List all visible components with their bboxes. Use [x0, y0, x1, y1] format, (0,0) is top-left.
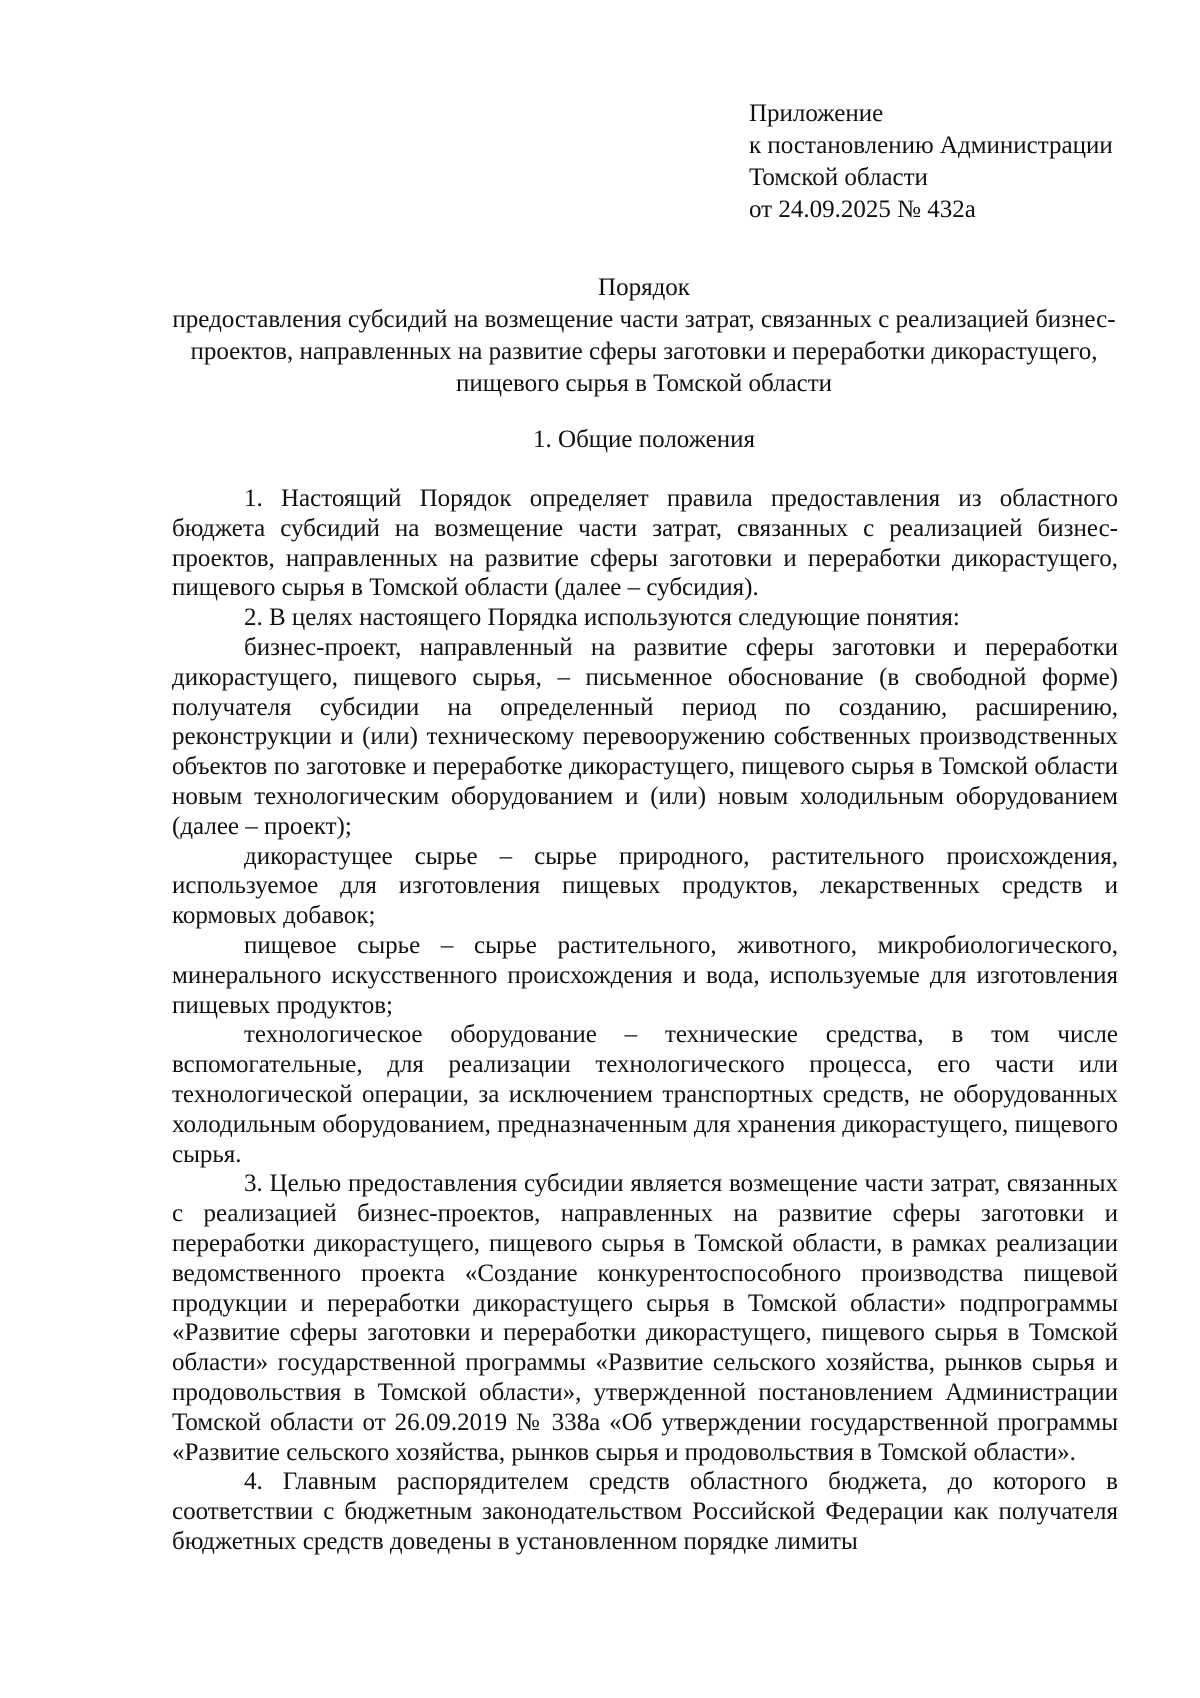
definition-food-raw-material: пищевое сырье – сырье растительного, животного, микробиологического, минерального искусственного происхождения и вода, используемые для изготовления пищевых продуктов; [172, 931, 1118, 1019]
appendix-line-1: Приложение [749, 100, 884, 127]
document-title-block [170, 272, 1118, 400]
appendix-block [749, 98, 1113, 226]
appendix-line-2: к постановлению Администрации [749, 132, 1113, 159]
document-subtitle: предоставления субсидий на возмещение части затрат, связанных с реализацией бизнес-проектов, направленных на развитие сферы заготовки и переработки дикорастущего, пищевого сырья в Томской области [172, 306, 1116, 397]
paragraph-2: 2. В целях настоящего Порядка используются следующие понятия: [244, 604, 960, 632]
appendix-line-4: от 24.09.2025 № 432а [749, 196, 976, 223]
section-heading: 1. Общие положения [533, 426, 755, 453]
paragraph-4: 4. Главным распорядителем средств областного бюджета, до которого в соответствии с бюджетным законодательством Российской Федерации как получателя бюджетных средств доведены в установленном порядке лимиты [172, 1468, 1118, 1555]
document-body [172, 484, 1118, 1557]
appendix-line-3: Томской области [749, 164, 928, 191]
document-title: Порядок [598, 274, 690, 301]
definition-technological-equipment: технологическое оборудование – технические средства, в том числе вспомогательные, для реализации технологического процесса, его части или технологической операции, за исключением транспортных средств, не оборудованных холодильным оборудованием, предназначенным для хранения дикорастущего, пищевого сырья. [172, 1021, 1118, 1168]
paragraph-3: 3. Целью предоставления субсидии является возмещение части затрат, связанных с реализацией бизнес-проектов, направленных на развитие сферы заготовки и переработки дикорастущего, пищевого сырья в Томской области, в рамках реализации ведомственного проекта «Создание конкурентоспособного производства пищевой продукции и переработки дикорастущего сырья в Томской области» подпрограммы «Развитие сферы заготовки и переработки дикорастущего, пищевого сырья в Томской области» государственной программы «Развитие сельского хозяйства, рынков сырья и продовольствия в Томской области», утвержденной постановлением Администрации Томской области от 26.09.2019 № 338а «Об утверждении государственной программы «Развитие сельского хозяйства, рынков сырья и продовольствия в Томской области». [172, 1170, 1118, 1466]
definition-business-project: бизнес-проект, направленный на развитие сферы заготовки и переработки дикорастущего, пищевого сырья, – письменное обоснование (в свободной форме) получателя субсидии на определенный период по созданию, расширению, реконструкции и (или) техническому перевооружению собственных производственных объектов по заготовке и переработке дикорастущего, пищевого сырья в Томской области новым технологическим оборудованием и (или) новым холодильным оборудованием (далее – проект); [172, 633, 1118, 840]
definition-wild-raw-material: дикорастущее сырье – сырье природного, растительного происхождения, используемое для изготовления пищевых продуктов, лекарственных средств и кормовых добавок; [172, 842, 1118, 930]
paragraph-1: 1. Настоящий Порядок определяет правила предоставления из областного бюджета субсидий на возмещение части затрат, связанных с реализацией бизнес-проектов, направленных на развитие сферы заготовки и переработки дикорастущего, пищевого сырья в Томской области (далее – субсидия). [172, 485, 1118, 602]
